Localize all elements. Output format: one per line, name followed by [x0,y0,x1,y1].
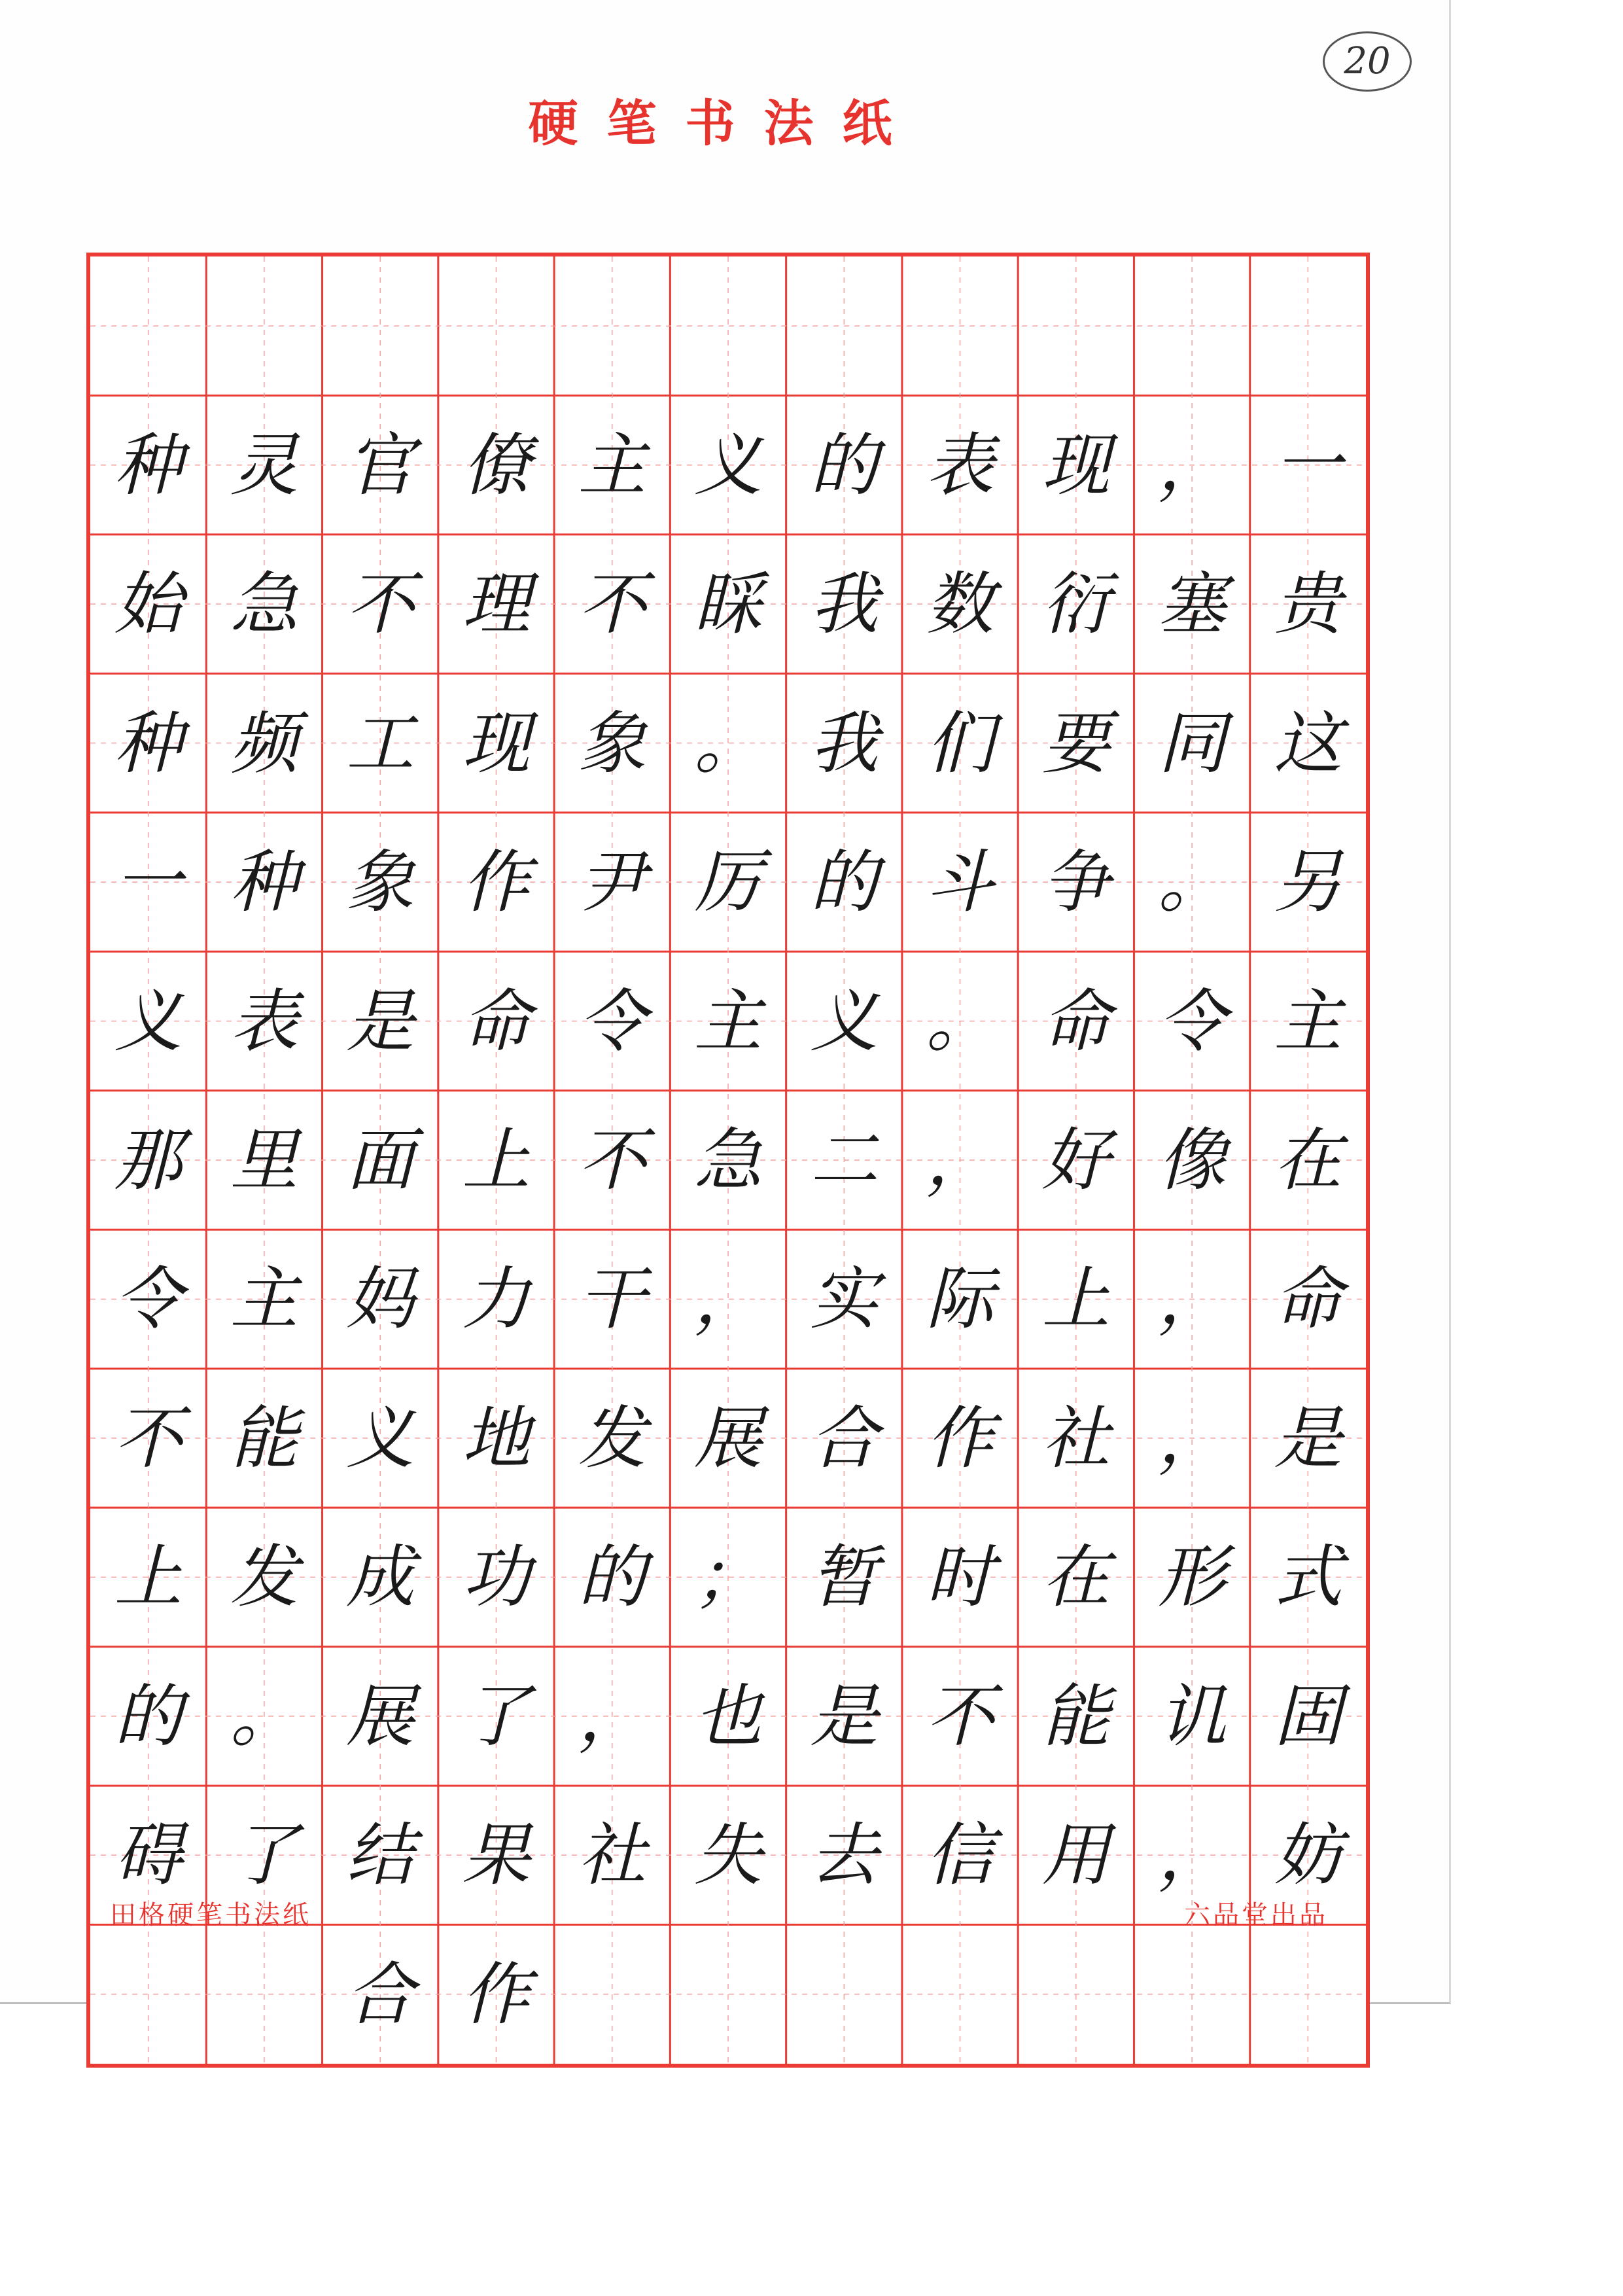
paper-title: 硬笔书法纸 [528,94,921,152]
handwritten-char: 令 [578,981,646,1061]
handwritten-char: 失 [693,1815,762,1896]
handwritten-char: 像 [1158,1120,1227,1200]
handwritten-char: 在 [1274,1120,1342,1200]
handwritten-char: 在 [1041,1537,1110,1617]
handwritten-char: 睬 [693,564,762,645]
handwritten-char: 一 [114,842,183,923]
handwritten-char: 。 [693,703,762,783]
handwritten-char: 实 [810,1259,879,1339]
handwritten-char: 际 [926,1259,994,1339]
handwritten-char: 种 [114,425,183,505]
handwritten-char: 展 [693,1398,762,1478]
handwritten-char: 命 [1274,1259,1342,1339]
handwritten-char: 不 [926,1676,994,1756]
handwritten-char: 主 [1274,981,1342,1061]
handwritten-char: 义 [693,425,762,505]
handwritten-char: 功 [462,1537,531,1617]
handwritten-char: 是 [346,981,415,1061]
handwritten-char: 一 [1274,425,1342,505]
handwritten-char: 我 [810,564,879,645]
handwritten-char: ； [693,1537,762,1617]
handwritten-char: ， [1158,425,1227,505]
handwritten-char: 碍 [114,1815,183,1896]
handwritten-char: 的 [578,1537,646,1617]
handwritten-char: ， [1158,1815,1227,1896]
handwritten-char: 的 [810,425,879,505]
handwritten-char: 了 [230,1815,298,1896]
handwritten-char: 上 [462,1120,531,1200]
handwritten-char: 时 [926,1537,994,1617]
handwritten-char: 主 [693,981,762,1061]
handwritten-char: 的 [810,842,879,923]
handwritten-char: 去 [810,1815,879,1896]
handwritten-char: 塞 [1158,564,1227,645]
handwritten-char: 不 [578,564,646,645]
handwritten-char: 急 [693,1120,762,1200]
handwritten-char: 那 [114,1120,183,1200]
handwritten-char: 义 [810,981,879,1061]
handwritten-char: 发 [578,1398,646,1478]
handwritten-char: 同 [1158,703,1227,783]
handwritten-char: 暂 [810,1537,879,1617]
handwritten-char: 合 [346,1954,415,2034]
handwritten-char: 现 [1041,425,1110,505]
handwritten-char: 。 [230,1676,298,1756]
handwritten-char: ， [926,1120,994,1200]
handwritten-char: 结 [346,1815,415,1896]
handwritten-char: 厉 [693,842,762,923]
handwritten-char: 灵 [230,425,298,505]
handwritten-char: 主 [230,1259,298,1339]
handwritten-char: 不 [346,564,415,645]
handwritten-char: 作 [462,842,531,923]
handwritten-char: 表 [230,981,298,1061]
handwritten-char: 要 [1041,703,1110,783]
handwritten-char: 争 [1041,842,1110,923]
handwritten-char: ， [578,1676,646,1756]
handwritten-char: 形 [1158,1537,1227,1617]
handwritten-char: 种 [230,842,298,923]
handwritten-char: 斗 [926,842,994,923]
handwritten-char: 发 [230,1537,298,1617]
handwritten-char: 好 [1041,1120,1110,1200]
handwritten-char: 信 [926,1815,994,1896]
handwritten-char: 工 [346,703,415,783]
handwritten-char: 表 [926,425,994,505]
handwritten-char: 频 [230,703,298,783]
handwritten-char: 主 [578,425,646,505]
handwritten-char: ， [1158,1398,1227,1478]
handwritten-char: 理 [462,564,531,645]
handwritten-char: 尹 [578,842,646,923]
footer-publisher: 六品堂出品 [1184,1900,1328,1930]
handwritten-char: 官 [346,425,415,505]
handwritten-char: 种 [114,703,183,783]
handwritten-char: 能 [230,1398,298,1478]
handwritten-char: 妈 [346,1259,415,1339]
handwritten-char: 力 [462,1259,531,1339]
handwritten-char: 作 [462,1954,531,2034]
handwritten-char: 义 [114,981,183,1061]
handwritten-char: 合 [810,1398,879,1478]
handwritten-char: 们 [926,703,994,783]
handwritten-char: 急 [230,564,298,645]
handwritten-char: 上 [1041,1259,1110,1339]
handwritten-char: ， [1158,1259,1227,1339]
handwritten-char: 的 [114,1676,183,1756]
handwritten-char: 。 [1158,842,1227,923]
handwritten-char: 象 [346,842,415,923]
handwritten-char: 衍 [1041,564,1110,645]
handwritten-char: ， [693,1259,762,1339]
handwritten-char: 象 [578,703,646,783]
handwritten-char: 果 [462,1815,531,1896]
handwritten-char: 里 [230,1120,298,1200]
handwritten-char: 另 [1274,842,1342,923]
handwritten-char: 展 [346,1676,415,1756]
handwritten-char: 现 [462,703,531,783]
handwritten-char: 数 [926,564,994,645]
handwritten-char: 僚 [462,425,531,505]
handwritten-char: 用 [1041,1815,1110,1896]
handwritten-char: 固 [1274,1676,1342,1756]
handwritten-char: 命 [462,981,531,1061]
handwritten-char: 了 [462,1676,531,1756]
handwritten-char: 能 [1041,1676,1110,1756]
handwritten-char: 令 [114,1259,183,1339]
handwritten-char: 。 [926,981,994,1061]
handwritten-char: 成 [346,1537,415,1617]
handwritten-char: 社 [578,1815,646,1896]
handwritten-char: 讥 [1158,1676,1227,1756]
handwritten-char: 作 [926,1398,994,1478]
handwritten-char: 地 [462,1398,531,1478]
handwritten-char: 始 [114,564,183,645]
handwritten-char: 不 [578,1120,646,1200]
handwritten-char: 面 [346,1120,415,1200]
page-number: 20 [1323,31,1412,92]
handwritten-char: 式 [1274,1537,1342,1617]
handwritten-char: 也 [693,1676,762,1756]
handwritten-char: 上 [114,1537,183,1617]
handwritten-char: 这 [1274,703,1342,783]
handwritten-char: 二 [810,1120,879,1200]
handwritten-char: 干 [578,1259,646,1339]
handwritten-char: 贵 [1274,564,1342,645]
handwritten-char: 义 [346,1398,415,1478]
handwritten-char: 不 [114,1398,183,1478]
handwritten-char: 是 [1274,1398,1342,1478]
handwritten-char: 妨 [1274,1815,1342,1896]
handwritten-char: 社 [1041,1398,1110,1478]
handwritten-char: 我 [810,703,879,783]
handwritten-char: 是 [810,1676,879,1756]
handwritten-char: 命 [1041,981,1110,1061]
handwritten-char: 令 [1158,981,1227,1061]
footer-paper-name: 田格硬笔书法纸 [110,1900,311,1930]
